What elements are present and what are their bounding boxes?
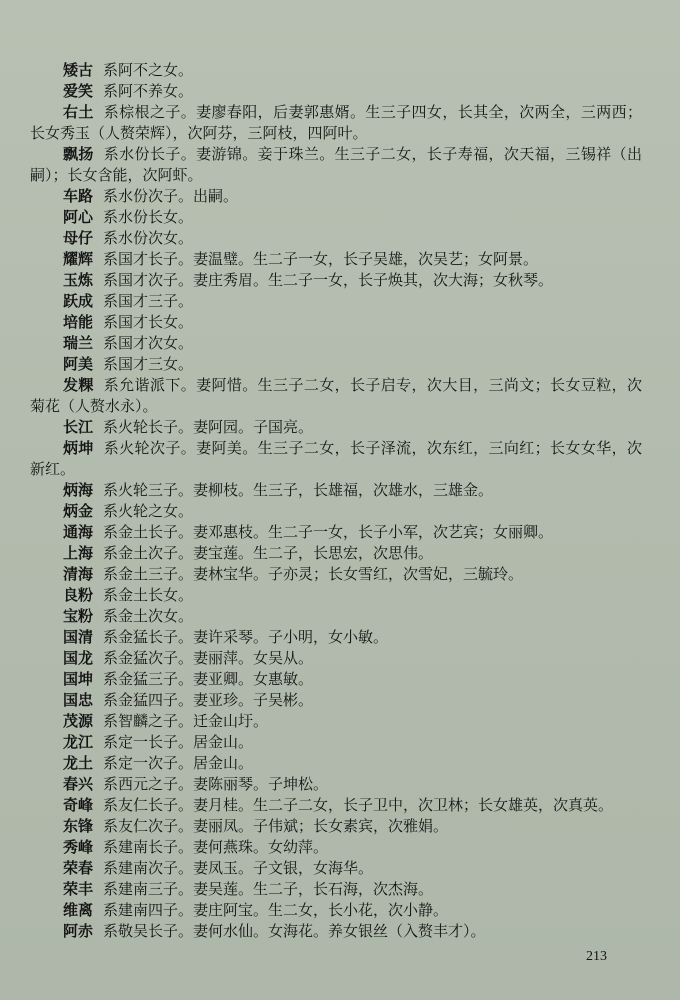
entry-name: 炳海: [63, 481, 94, 499]
entry-text: 系水份长女。: [103, 208, 194, 226]
entry: [30, 858, 642, 879]
entry-name: 秀峰: [63, 838, 94, 856]
entry: [30, 732, 642, 753]
entry: [30, 207, 642, 228]
entry: [30, 81, 642, 102]
entry-name: 东锋: [63, 817, 94, 835]
entry: [30, 669, 642, 690]
entry: [30, 354, 642, 375]
entry-text: 系国才长子。妻温璧。生二子一女，长子吴雄，次吴艺；女阿景。: [103, 250, 539, 268]
entry-name: 炳坤: [63, 439, 94, 457]
entry-text: 系建南次子。妻凤玉。子文银，女海华。: [103, 859, 374, 877]
entry: [30, 627, 642, 648]
entry: [30, 186, 642, 207]
entry-name: 维离: [63, 901, 94, 919]
entry-name: 飘扬: [63, 145, 94, 163]
entry-text: 系国才三女。: [103, 355, 194, 373]
entry-name: 发粿: [63, 376, 94, 394]
entry-name: 培能: [63, 313, 94, 331]
entry-text: 系金猛四子。妻亚珍。子吴彬。: [103, 691, 314, 709]
entry-text: 系水份长子。妻游锦。妾于珠兰。生三子二女，长子寿福，次天福，三锡祥（出嗣）；长女含能，次阿虾。: [30, 145, 642, 184]
entry-name: 清海: [63, 565, 94, 583]
entry-name: 阿赤: [63, 922, 94, 940]
entry: [30, 291, 642, 312]
entry-name: 母仔: [63, 229, 94, 247]
entry: [30, 102, 642, 144]
entry-text: 系火轮之女。: [103, 502, 194, 520]
entry: [30, 543, 642, 564]
entry-text: 系水份次子。出嗣。: [103, 187, 239, 205]
entry: [30, 480, 642, 501]
entry-text: 系阿不之女。: [103, 61, 194, 79]
entry-name: 车路: [63, 187, 94, 205]
entry-text: 系棕根之子。妻廖春阳，后妻郭惠婿。生三子四女，长其全，次两全，三两西；长女秀玉（人赘荣辉），次阿芬，三阿枝，四阿叶。: [30, 103, 642, 142]
entry: [30, 144, 642, 186]
entry: [30, 879, 642, 900]
entry: [30, 837, 642, 858]
entry-name: 荣丰: [63, 880, 94, 898]
entry-text: 系火轮三子。妻柳枝。生三子，长雄福，次雄水，三雄金。: [103, 481, 494, 499]
entry-text: 系金猛长子。妻许采琴。子小明，女小敏。: [103, 628, 389, 646]
entry: [30, 795, 642, 816]
entry: [30, 564, 642, 585]
entry-text: 系国才长女。: [103, 313, 194, 331]
entry-text: 系允谐派下。妻阿惜。生三子二女，长子启专，次大目，三尚文；长女豆粒，次菊花（人赘水永）。: [30, 376, 642, 415]
entry-text: 系金土次女。: [103, 607, 194, 625]
entry: [30, 753, 642, 774]
entry-text: 系西元之子。妻陈丽琴。子坤松。: [103, 775, 329, 793]
entry: [30, 438, 642, 480]
entry-text: 系火轮次子。妻阿美。生三子二女，长子泽流，次东红，三向红；长女女华，次新红。: [30, 439, 642, 478]
entry: [30, 417, 642, 438]
entry: [30, 921, 642, 942]
entry-name: 国龙: [63, 649, 94, 667]
entry: [30, 648, 642, 669]
entry-text: 系金土长子。妻邓惠枝。生二子一女，长子小军，次艺宾；女丽卿。: [103, 523, 554, 541]
entry-text: 系友仁次子。妻丽凤。子伟斌；长女素宾，次雅娟。: [103, 817, 449, 835]
entry-text: 系定一次子。居金山。: [103, 754, 254, 772]
entry-text: 系建南三子。妻吴莲。生二子，长石海，次杰海。: [103, 880, 434, 898]
entry-name: 上海: [63, 544, 94, 562]
entry: [30, 375, 642, 417]
entry-text: 系阿不养女。: [103, 82, 194, 100]
entry-name: 耀辉: [63, 250, 94, 268]
entry: [30, 774, 642, 795]
entry: [30, 312, 642, 333]
entry: [30, 711, 642, 732]
entry-name: 龙土: [63, 754, 94, 772]
entry: [30, 501, 642, 522]
entry-text: 系金猛次子。妻丽萍。女吴从。: [103, 649, 314, 667]
entry: [30, 585, 642, 606]
entry-name: 宝粉: [63, 607, 94, 625]
entry-name: 瑞兰: [63, 334, 94, 352]
entry-name: 爱笑: [63, 82, 94, 100]
entry-name: 良粉: [63, 586, 94, 604]
entry-text: 系友仁长子。妻月桂。生二子二女，长子卫中，次卫林；长女雄英，次真英。: [103, 796, 614, 814]
entry-name: 国清: [63, 628, 94, 646]
entry-name: 通海: [63, 523, 94, 541]
entry: [30, 333, 642, 354]
entry-name: 国坤: [63, 670, 94, 688]
entry-name: 跃成: [63, 292, 94, 310]
entry-text: 系金猛三子。妻亚卿。女惠敏。: [103, 670, 314, 688]
entry-name: 春兴: [63, 775, 94, 793]
entry-name: 矮古: [63, 61, 94, 79]
entry-text: 系金土三子。妻林宝华。子亦灵；长女雪红，次雪妃，三毓玲。: [103, 565, 524, 583]
entry-text: 系敬吴长子。妻何水仙。女海花。养女银丝（入赘丰才）。: [103, 922, 486, 940]
entry-text: 系建南长子。妻何燕珠。女幼萍。: [103, 838, 329, 856]
entry-name: 茂源: [63, 712, 94, 730]
entry-text: 系金土长女。: [103, 586, 194, 604]
entry: [30, 60, 642, 81]
entry-name: 炳金: [63, 502, 94, 520]
entry: [30, 816, 642, 837]
entry-name: 阿心: [63, 208, 94, 226]
entry-name: 长江: [63, 418, 94, 436]
entry-name: 玉炼: [63, 271, 94, 289]
entry-text: 系国才次女。: [103, 334, 194, 352]
page-number: 213: [586, 949, 607, 964]
entry-name: 荣春: [63, 859, 94, 877]
entry: [30, 249, 642, 270]
entry-text: 系金土次子。妻宝莲。生二子，长思宏，次思伟。: [103, 544, 434, 562]
entry-name: 右土: [63, 103, 94, 121]
entry-name: 国忠: [63, 691, 94, 709]
entry: [30, 270, 642, 291]
entry: [30, 606, 642, 627]
entry: [30, 900, 642, 921]
entry-text: 系定一长子。居金山。: [103, 733, 254, 751]
entry-text: 系智麟之子。迁金山圩。: [103, 712, 269, 730]
genealogy-entries: [30, 60, 642, 942]
entry-text: 系水份次女。: [103, 229, 194, 247]
entry-name: 奇峰: [63, 796, 94, 814]
entry-text: 系国才三子。: [103, 292, 194, 310]
entry-text: 系国才次子。妻庄秀眉。生二子一女，长子焕其，次大海；女秋琴。: [103, 271, 554, 289]
entry: [30, 522, 642, 543]
entry-text: 系建南四子。妻庄阿宝。生二女，长小花，次小静。: [103, 901, 449, 919]
entry: [30, 228, 642, 249]
entry-name: 龙江: [63, 733, 94, 751]
entry-text: 系火轮长子。妻阿园。子国亮。: [103, 418, 314, 436]
entry-name: 阿美: [63, 355, 94, 373]
entry: [30, 690, 642, 711]
